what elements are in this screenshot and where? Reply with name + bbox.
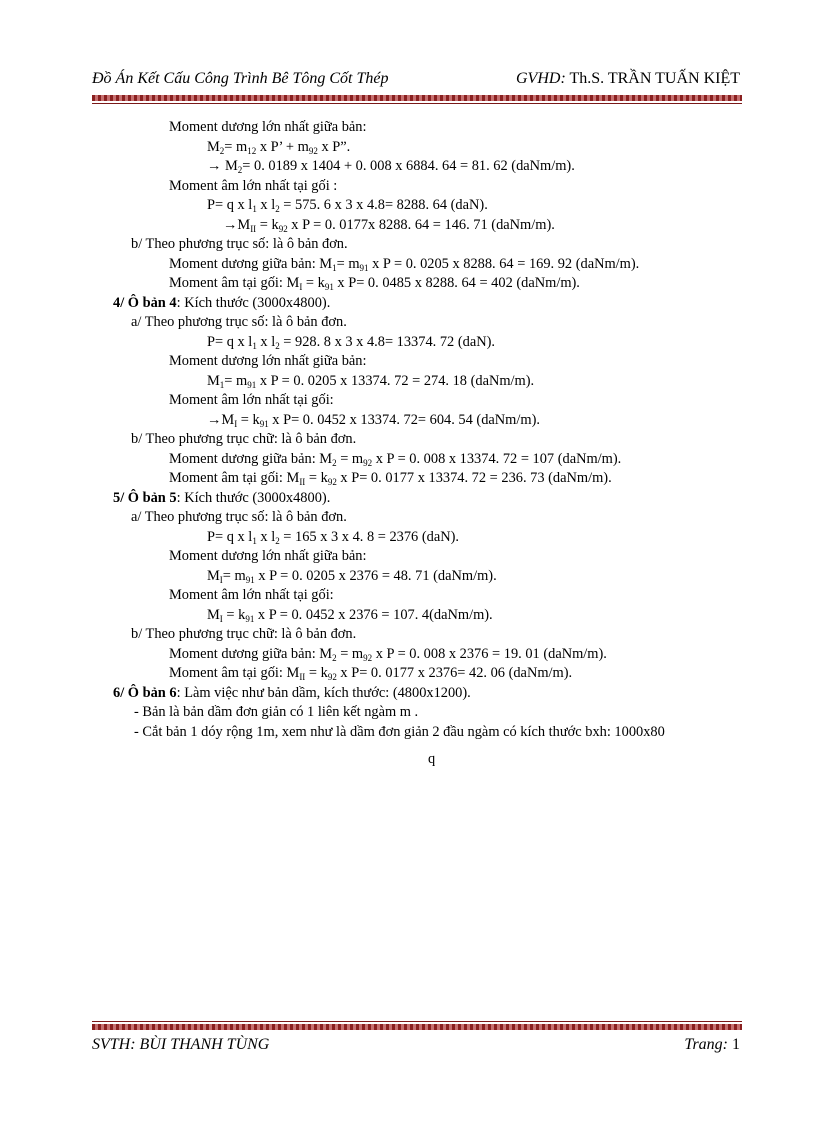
formula-line: P= q x $l_1$ x $l_2 = 928$. 8 x 3 x 4.8= 13374. 72 (daN). — [207, 333, 495, 351]
header-instructor-name: Th.S. TRẦN TUẤN KIỆT — [565, 70, 740, 87]
header-title: Đồ Án Kết Cấu Công Trình Bê Tông Cốt Thép — [92, 70, 389, 87]
formula-line: $\to M_{II} = k_{92}$ x P = 0. 0177x 8288. 64 = 146. 71 (daNm/m). — [223, 216, 555, 234]
formula-line: → $M_2= 0$. 0189 x 1404 + 0. 008 x 6884. 64 = 81. 62 (daNm/m). — [207, 158, 575, 175]
text-line: a/ Theo phương trục số: là ô bản đơn. — [131, 509, 347, 525]
footer-page-number — [684, 1036, 740, 1054]
text-line: - Bản là bản dầm đơn giản có 1 liên kết ngàm m . — [134, 704, 419, 720]
formula-line: Moment âm tại gối: $M_{II} = k_{92}$ x P= 0. 0177 x 2376= 42. 06 (daNm/m). — [169, 665, 573, 682]
formula-line: Moment âm tại gối: $M_I = k_{91}$ x P= 0. 0485 x 8288. 64 = 402 (daNm/m). — [169, 275, 580, 292]
formula-line: $M_I= m_{91}$ x P = 0. 0205 x 2376 = 48. 71 (daNm/m). — [207, 567, 497, 585]
section-heading: 4/ Ô bản 4: Kích thước (3000x4800). — [113, 294, 331, 311]
text-line: Moment dương lớn nhất giữa bản: — [169, 353, 367, 369]
formula-line: $M_I = k_{91}$ x P = 0. 0452 x 2376 = 107. 4(daNm/m). — [207, 606, 493, 624]
footer-page-value: 1 — [728, 1036, 740, 1053]
formula-line: Moment âm tại gối: $M_{II} = k_{92}$ x P= 0. 0177 x 13374. 72 = 236. 73 (daNm/m). — [169, 470, 612, 487]
formula-line: P= q x $l_1$ x $l_2 = 165$ x 3 x 4. 8 = 2376 (daN). — [207, 528, 460, 546]
section-heading: 5/ Ô bản 5: Kích thước (3000x4800). — [113, 489, 331, 506]
text-line: Moment âm lớn nhất tại gối: — [169, 587, 334, 603]
footer-student: SVTH: BÙI THANH TÙNG — [92, 1036, 270, 1053]
text-line: Moment âm lớn nhất tại gối: — [169, 392, 334, 408]
text-line: Moment dương lớn nhất giữa bản: — [169, 119, 367, 135]
footer-page-label: Trang: — [684, 1036, 728, 1053]
formula-line: $\to M_I = k_{91}$ x P= 0. 0452 x 13374. 72= 604. 54 (daNm/m). — [207, 411, 540, 429]
text-line: Moment âm lớn nhất tại gối : — [169, 177, 338, 194]
text-line: - Cắt bản 1 dóy rộng 1m, xem như là dầm đơn giản 2 đầu ngàm có kích thước bxh: 1000x80 — [134, 723, 665, 740]
diagram-label-q: q — [428, 751, 436, 767]
text-line: b/ Theo phương trục chữ: là ô bản đơn. — [131, 626, 357, 642]
text-line: a/ Theo phương trục số: là ô bản đơn. — [131, 314, 347, 330]
formula-line: $M_1= m_{91}$ x P = 0. 0205 x 13374. 72 = 274. 18 (daNm/m). — [207, 372, 535, 390]
header-instructor — [516, 70, 740, 88]
text-line: b/ Theo phương trục chữ: là ô bản đơn. — [131, 431, 357, 447]
formula-line: $M_2= m_{12}$ x P’ + $m_{92}$ x P”. — [207, 138, 351, 156]
header-divider — [92, 95, 742, 101]
footer-divider — [92, 1024, 742, 1030]
formula-line: Moment dương giữa bản: $M_2 = m_{92}$ x P = 0. 008 x 2376 = 19. 01 (daNm/m). — [169, 645, 607, 663]
header-instructor-label: GVHD: — [516, 70, 566, 87]
section-heading: 6/ Ô bản 6: Làm việc như bản dầm, kích thước: (4800x1200). — [113, 684, 471, 701]
formula-line: Moment dương giữa bản: $M_2 = m_{92}$ x P = 0. 008 x 13374. 72 = 107 (daNm/m). — [169, 450, 622, 468]
text-line: b/ Theo phương trục số: là ô bản đơn. — [131, 236, 348, 252]
formula-line: Moment dương giữa bản: $M_1= m_{91}$ x P = 0. 0205 x 8288. 64 = 169. 92 (daNm/m). — [169, 255, 640, 273]
text-line: Moment dương lớn nhất giữa bản: — [169, 548, 367, 564]
formula-line: P= q x $l_1$ x $l_2 = 575$. 6 x 3 x 4.8= 8288. 64 (daN). — [207, 197, 488, 214]
